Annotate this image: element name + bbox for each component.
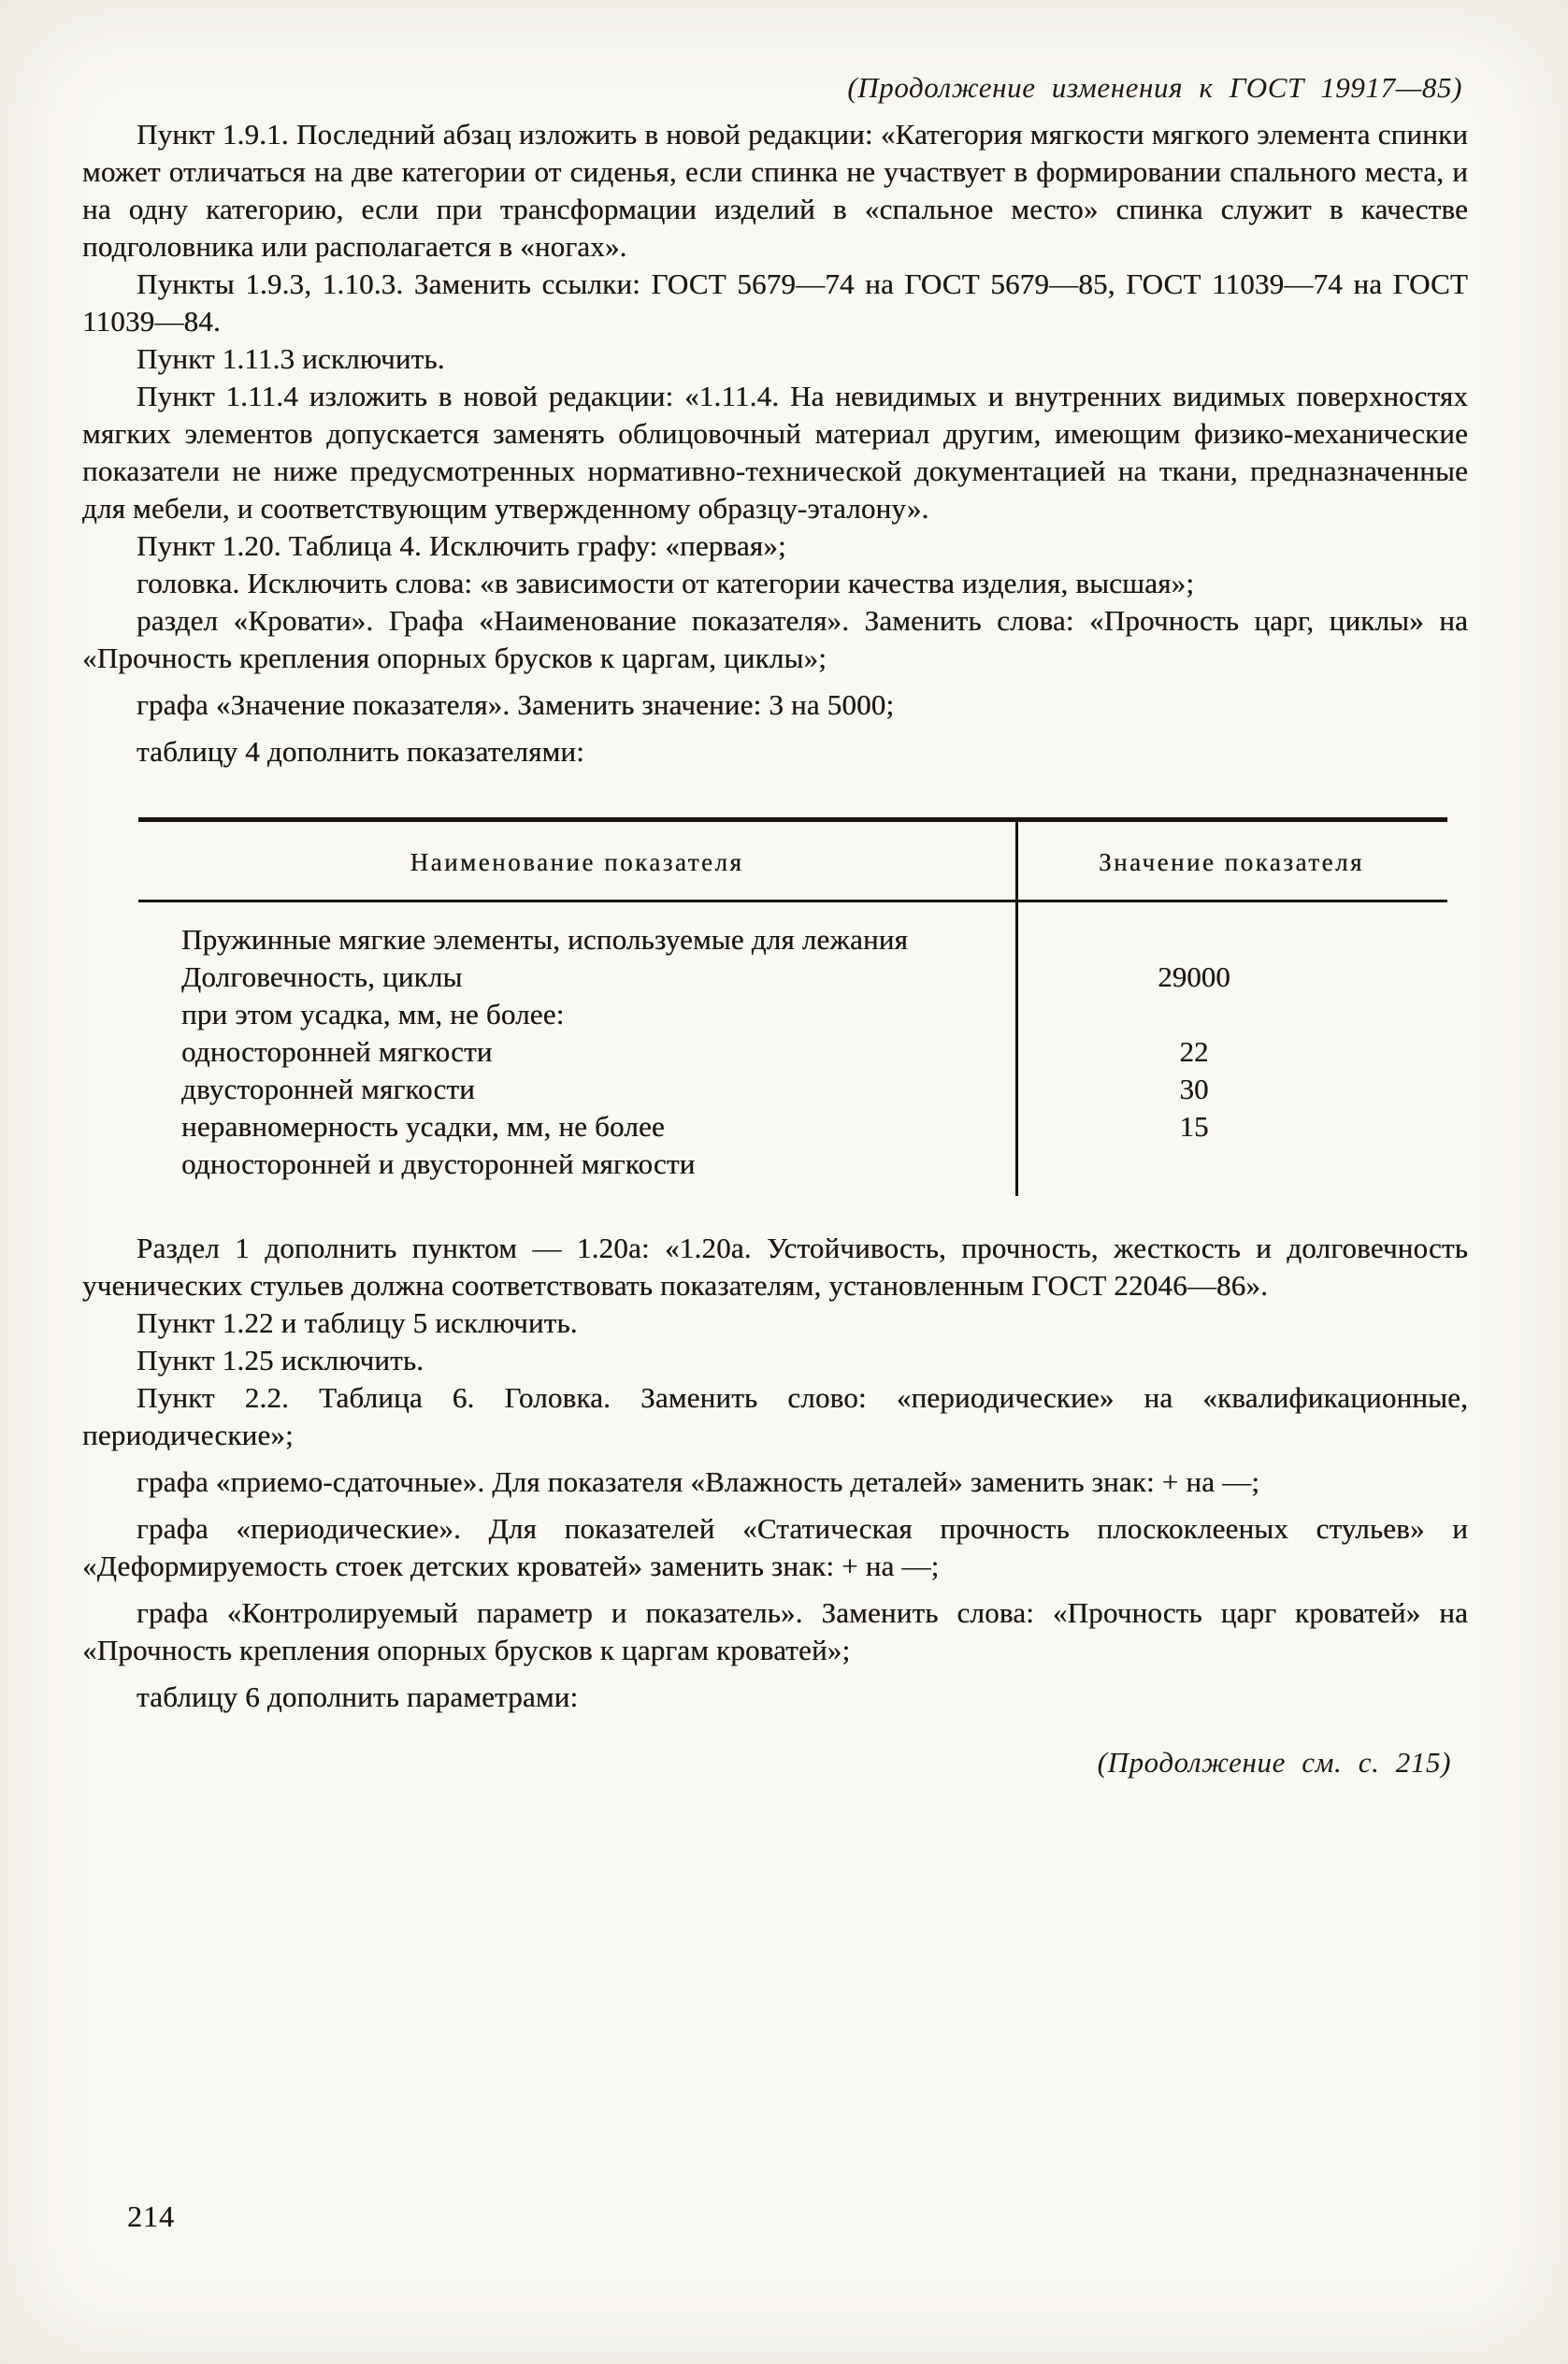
paragraph: Пункты 1.9.3, 1.10.3. Заменить ссылки: ГОСТ 5679—74 на ГОСТ 5679—85, ГОСТ 11039—74 на ГОСТ 11039—84. xyxy=(82,267,1468,338)
page-number: 214 xyxy=(127,2199,175,2233)
row-value xyxy=(1015,996,1447,1033)
row-name: односторонней и двусторонней мягкости xyxy=(181,1147,696,1180)
table-body xyxy=(138,902,1447,1183)
paragraph: графа «Значение показателя». Заменить значение: 3 на 5000; xyxy=(137,688,895,721)
continuation-footer: (Продолжение см. с. 215) xyxy=(1097,1746,1451,1779)
paragraph: таблицу 4 дополнить показателями: xyxy=(137,735,584,768)
row-value: 30 xyxy=(1179,1073,1209,1105)
text-block xyxy=(82,69,1468,1781)
table-row xyxy=(138,996,1447,1033)
row-name: односторонней мягкости xyxy=(181,1035,493,1068)
row-value: 29000 xyxy=(1158,960,1230,993)
row-name: неравномерность усадки, мм, не более xyxy=(181,1110,665,1143)
paragraph: Пункт 2.2. Таблица 6. Головка. Заменить слово: «периодические» на «квалификационные, периодические»; xyxy=(82,1381,1468,1451)
paragraph: Пункт 1.25 исключить. xyxy=(137,1344,424,1377)
row-value xyxy=(1015,1146,1447,1183)
row-name: Пружинные мягкие элементы, используемые для лежания xyxy=(181,923,908,956)
table-row xyxy=(138,1071,1447,1108)
paragraph: графа «Контролируемый параметр и показатель». Заменить слова: «Прочность царг кроватей» на «Прочность крепления опорных брусков к царгам кроватей»; xyxy=(82,1596,1468,1666)
paragraph: головка. Исключить слова: «в зависимости от категории качества изделия, высшая»; xyxy=(137,567,1195,599)
table-row xyxy=(138,959,1447,996)
paragraph: Раздел 1 дополнить пунктом — 1.20а: «1.20а. Устойчивость, прочность, жесткость и долговечность ученических стульев должна соответствовать показателям, установленным ГОСТ 22046—86». xyxy=(82,1232,1468,1302)
paragraph: Пункт 1.20. Таблица 4. Исключить графу: «первая»; xyxy=(137,529,786,562)
row-name: при этом усадка, мм, не более: xyxy=(181,998,565,1031)
paragraph: Пункт 1.11.4 изложить в новой редакции: «1.11.4. На невидимых и внутренних видимых поверхностях мягких элементов допускается заменять облицовочный материал другим, имеющим физико-механические показатели не ниже предусмотренных нормативно-технической документацией на ткани, предназначенные для мебели, и соответствующим утвержденному образцу-эталону». xyxy=(82,380,1468,525)
table-row xyxy=(138,1033,1447,1071)
paragraph: графа «приемо-сдаточные». Для показателя «Влажность деталей» заменить знак: + на —; xyxy=(137,1465,1260,1498)
paragraph: Пункт 1.9.1. Последний абзац изложить в новой редакции: «Категория мягкости мягкого элемента спинки может отличаться на две категории от сиденья, если спинка не участвует в формировании спального места, и на одну категорию, если при трансформации изделий в «спальное место» спинка служит в качестве подголовника или располагается в «ногах». xyxy=(82,118,1468,263)
paragraph: графа «периодические». Для показателей «Статическая прочность плоскоклееных стульев» и «Деформируемость стоек детских кроватей» заменить знак: + на —; xyxy=(82,1512,1468,1582)
paragraph: раздел «Кровати». Графа «Наименование показателя». Заменить слова: «Прочность царг, циклы» на «Прочность крепления опорных брусков к царгам, циклы»; xyxy=(82,604,1468,674)
row-value: 15 xyxy=(1179,1110,1209,1143)
table-row xyxy=(138,921,1447,959)
table-header-name: Наименование показателя xyxy=(410,848,744,876)
table-row xyxy=(138,1146,1447,1183)
row-value: 22 xyxy=(1179,1035,1209,1068)
continuation-header: (Продолжение изменения к ГОСТ 19917—85) xyxy=(847,71,1462,104)
table-header-value: Значение показателя xyxy=(1099,848,1364,876)
table-row xyxy=(138,1108,1447,1146)
table-column-divider xyxy=(1015,822,1018,1196)
row-name: двусторонней мягкости xyxy=(181,1073,475,1105)
table-header-row xyxy=(138,822,1447,902)
paragraph: Пункт 1.22 и таблицу 5 исключить. xyxy=(137,1306,578,1339)
row-value xyxy=(1015,921,1447,959)
paragraph: таблицу 6 дополнить параметрами: xyxy=(137,1680,579,1713)
paragraph: Пункт 1.11.3 исключить. xyxy=(137,342,445,375)
row-name: Долговечность, циклы xyxy=(181,960,463,993)
indicator-table xyxy=(138,817,1447,1196)
